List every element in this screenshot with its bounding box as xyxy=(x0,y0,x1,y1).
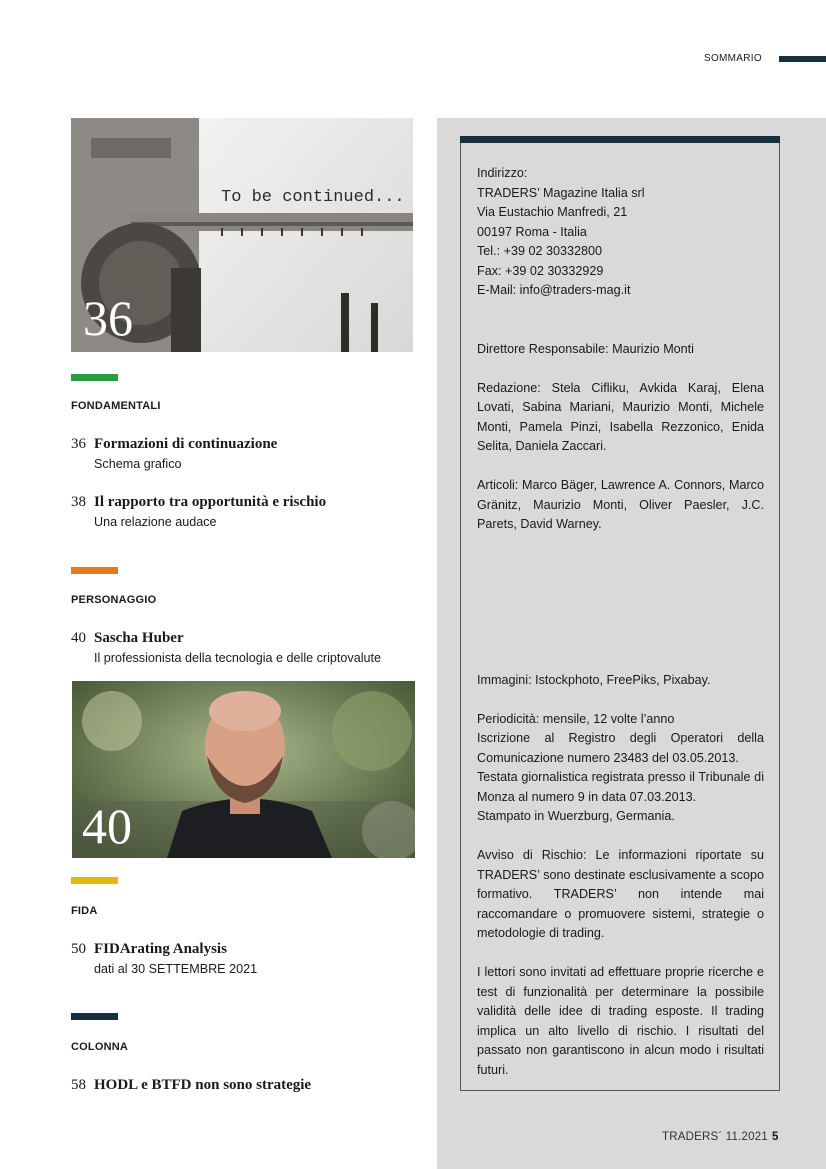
section-color-bar xyxy=(71,374,118,381)
photo-page-number: 36 xyxy=(83,290,133,346)
toc-subtitle: dati al 30 SETTEMBRE 2021 xyxy=(94,962,258,976)
typewriter-photo xyxy=(71,118,413,352)
section-label-fida: FIDA xyxy=(71,905,98,917)
toc-title: Il rapporto tra opportunità e rischio xyxy=(94,494,327,510)
toc-page-number: 58 xyxy=(71,1077,86,1093)
section-color-bar xyxy=(71,567,118,574)
imprint-articles: Articoli: Marco Bäger, Lawrence A. Connors, Marco Gränitz, Maurizio Monti, Oliver Paesler, J.C. Parets, David Warney. xyxy=(477,478,764,531)
section-label-colonna: COLONNA xyxy=(71,1041,129,1053)
imprint-address: Indirizzo: TRADERS’ Magazine Italia srl Via Eustachio Manfredi, 21 00197 Roma - Italia Tel.: +39 02 30332800 Fax: +39 02 30332929 E-Mail: info@traders-mag.it xyxy=(477,166,645,297)
imprint-top-bar xyxy=(460,136,780,143)
section-label-fondamentali: FONDAMENTALI xyxy=(71,400,161,412)
imprint-risk-notice: Avviso di Rischio: Le informazioni riportate su TRADERS’ sono destinate esclusivamente a scopo formativo. TRADERS’ non intende mai raccomandare o promuovere sistemi, strategie o metodologie di trading. xyxy=(477,848,764,940)
toc-page-number: 50 xyxy=(71,941,86,957)
toc-title: Sascha Huber xyxy=(94,630,184,646)
imprint-box xyxy=(460,136,780,1091)
toc-page-number: 36 xyxy=(71,436,86,452)
footer-issue: TRADERS´ 11.2021 xyxy=(662,1131,768,1143)
section-color-bar xyxy=(71,1013,118,1020)
footer-page-number: 5 xyxy=(772,1131,779,1143)
toc-title: HODL e BTFD non sono strategie xyxy=(94,1077,312,1093)
section-color-bar xyxy=(71,877,118,884)
imprint-readers-notice: I lettori sono invitati ad effettuare proprie ricerche e test di funzionalità per determinare la possibile validità delle idee di trading esposte. Il trading implica un alto livello di rischio. I risultati del passato non garantiscono in alcun modo i risultati futuri. xyxy=(477,965,764,1077)
imprint-director: Direttore Responsabile: Maurizio Monti xyxy=(477,341,694,356)
portrait-photo xyxy=(72,681,415,858)
imprint-editorial: Redazione: Stela Cifliku, Avkida Karaj, Elena Lovati, Sabina Mariani, Maurizio Monti, Michele Monti, Pamela Pinzi, Isabella Rezzonico, Enida Selita, Daniela Zaccari. xyxy=(477,380,764,453)
toc-subtitle: Schema grafico xyxy=(94,457,182,471)
imprint-text xyxy=(477,164,764,1080)
section-header-label: SOMMARIO xyxy=(704,53,762,64)
toc-title: Formazioni di continuazione xyxy=(94,436,278,452)
toc-page-number: 38 xyxy=(71,494,86,510)
imprint-periodicity: Periodicità: mensile, 12 volte l’anno Iscrizione al Registro degli Operatori della Comunicazione numero 23483 del 03.05.2013. Testata giornalistica registrata presso il Tribunale di Monza al numero 9 in data 07.03.2013. Stampato in Wuerzburg, Germania. xyxy=(477,711,764,823)
photo-page-number: 40 xyxy=(82,798,132,854)
imprint-images: Immagini: Istockphoto, FreePiks, Pixabay. xyxy=(477,672,711,687)
toc-page-number: 40 xyxy=(71,630,86,646)
header-accent-bar xyxy=(779,56,826,62)
toc-subtitle: Una relazione audace xyxy=(94,515,217,529)
toc-subtitle: Il professionista della tecnologia e delle criptovalute xyxy=(94,651,382,665)
toc-title: FIDArating Analysis xyxy=(94,941,227,957)
svg-text:To be continued...: To be continued... xyxy=(221,188,405,207)
section-label-personaggio: PERSONAGGIO xyxy=(71,594,157,606)
